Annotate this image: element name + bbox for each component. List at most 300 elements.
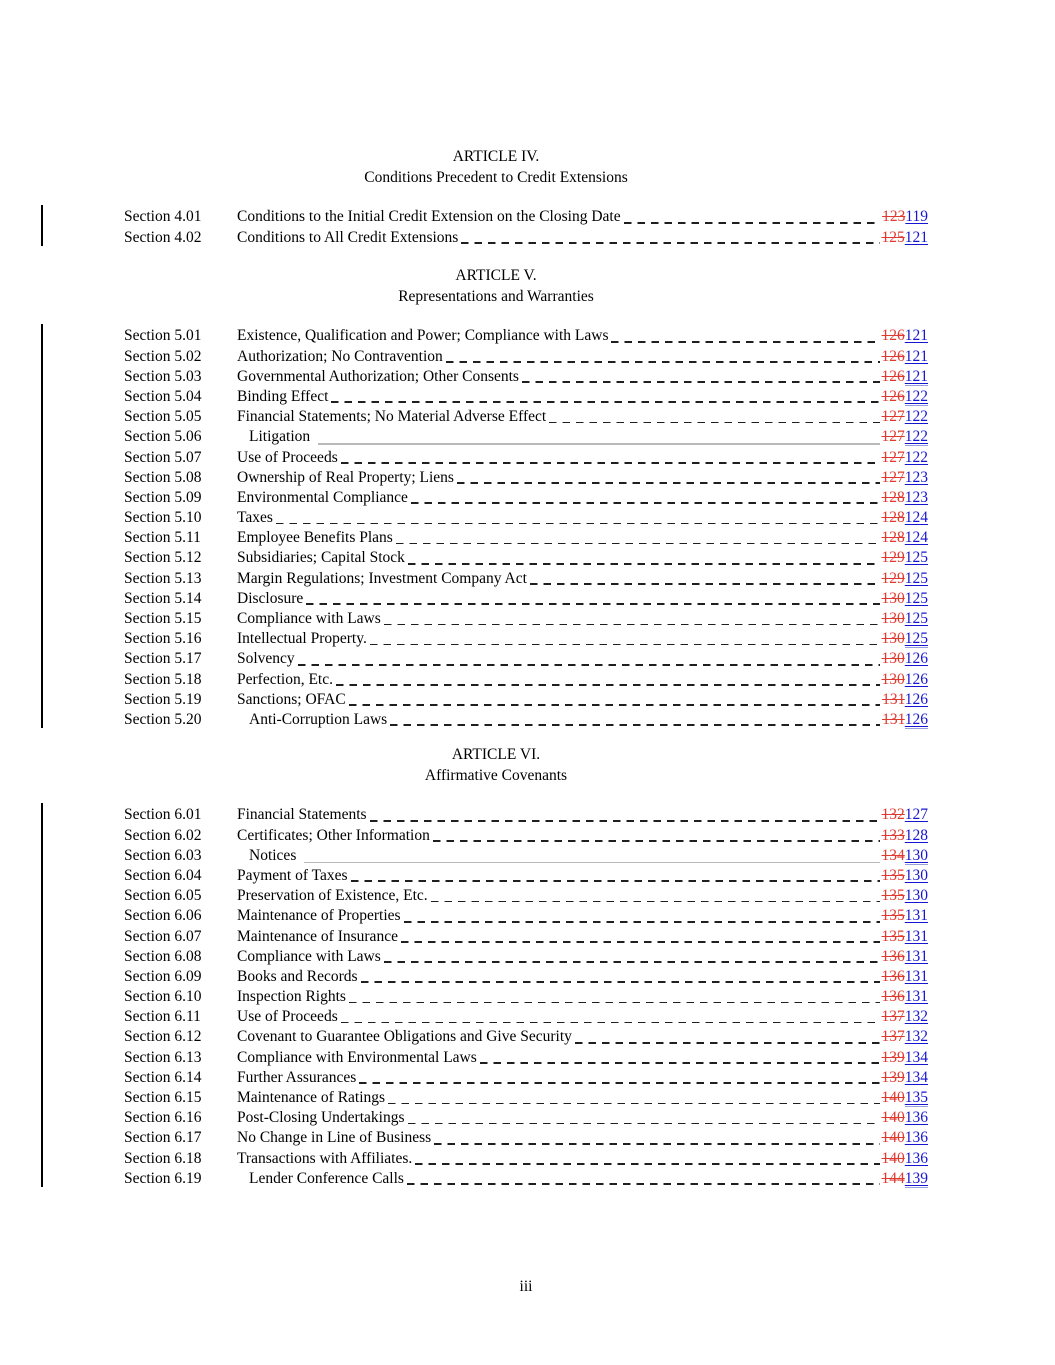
toc-entry[interactable] (124, 1169, 928, 1189)
section-title: Maintenance of Ratings (237, 1089, 386, 1107)
page-numbers (882, 1048, 929, 1068)
dot-leader (575, 1042, 880, 1044)
dot-leader (522, 381, 880, 383)
section-number: Section 6.19 (124, 1169, 202, 1187)
toc-entry[interactable] (124, 710, 928, 730)
toc-entry[interactable] (124, 1068, 928, 1088)
page-numbers (882, 1007, 929, 1027)
dot-leader (336, 684, 880, 686)
page-numbers (882, 228, 929, 248)
page-numbers (882, 690, 928, 710)
section-number: Section 6.12 (124, 1028, 202, 1046)
inserted-page-number: 126 (904, 670, 928, 688)
page-numbers (882, 589, 929, 609)
article-subheading: Affirmative Covenants (424, 766, 568, 784)
page-numbers (882, 710, 928, 730)
page-number-footer: iii (519, 1278, 533, 1295)
section-number: Section 4.02 (124, 228, 202, 246)
page-numbers (882, 866, 929, 886)
section-title: Sanctions; OFAC (237, 690, 346, 708)
deleted-page-number: 136 (881, 947, 905, 965)
toc-entry[interactable] (124, 886, 928, 906)
deleted-page-number: 130 (881, 630, 905, 648)
toc-entry[interactable] (124, 228, 928, 248)
article-heading: ARTICLE IV. (452, 148, 540, 165)
inserted-page-number: 130 (904, 866, 928, 884)
section-number: Section 6.02 (124, 826, 202, 844)
section-number: Section 6.15 (124, 1089, 202, 1107)
dot-leader (361, 981, 880, 983)
page-numbers (882, 629, 929, 649)
toc-entry[interactable] (124, 947, 928, 967)
dot-leader (408, 563, 880, 565)
deleted-page-number: 129 (881, 569, 905, 587)
article-heading-block (60, 745, 932, 786)
section-number: Section 5.08 (124, 468, 202, 486)
inserted-page-number: 119 (905, 208, 928, 226)
toc-entry[interactable] (124, 1007, 928, 1027)
toc-article (124, 147, 928, 248)
section-title: Environmental Compliance (237, 488, 408, 506)
section-title: Authorization; No Contravention (237, 347, 443, 365)
section-number: Section 5.03 (124, 367, 202, 385)
dot-leader (306, 603, 879, 605)
toc-entry-list (124, 207, 928, 247)
toc-entry[interactable] (124, 649, 928, 669)
section-title: Intellectual Property. (237, 630, 367, 648)
section-number: Section 6.01 (124, 806, 202, 824)
section-title: Taxes (237, 509, 273, 527)
section-number: Section 6.03 (124, 846, 202, 864)
section-title: Transactions with Affiliates. (237, 1149, 413, 1167)
toc-entry[interactable] (124, 488, 928, 508)
section-title: Post-Closing Undertakings (237, 1109, 405, 1127)
dot-leader (434, 1143, 879, 1145)
dot-leader (396, 543, 880, 545)
deleted-page-number: 137 (881, 1008, 905, 1026)
inserted-page-number: 136 (904, 1109, 928, 1127)
deleted-page-number: 140 (881, 1149, 905, 1167)
toc-entry[interactable] (124, 826, 928, 846)
page-numbers (882, 947, 929, 967)
section-number: Section 5.13 (124, 569, 202, 587)
section-title: Governmental Authorization; Other Consents (237, 367, 519, 385)
page-numbers (882, 987, 929, 1007)
deleted-page-number: 140 (881, 1109, 905, 1127)
change-bar (41, 803, 43, 1187)
section-number: Section 6.07 (124, 927, 202, 945)
inserted-page-number: 134 (904, 1048, 928, 1066)
section-number: Section 6.09 (124, 967, 202, 985)
section-number: Section 6.04 (124, 866, 202, 884)
article-heading: ARTICLE V. (455, 267, 537, 284)
section-title: Compliance with Laws (237, 947, 381, 965)
section-number: Section 5.17 (124, 650, 202, 668)
section-title: Litigation (249, 428, 311, 446)
deleted-page-number: 140 (881, 1089, 905, 1107)
deleted-page-number: 131 (882, 690, 905, 708)
page-numbers (882, 508, 929, 528)
inserted-page-number: 132 (904, 1028, 928, 1046)
toc-entry[interactable] (124, 866, 928, 886)
deleted-page-number: 135 (881, 907, 905, 925)
page-numbers (882, 649, 929, 669)
inserted-page-number: 123 (904, 488, 928, 506)
dot-leader (407, 1183, 880, 1185)
page-numbers (882, 347, 929, 367)
dot-leader (341, 1022, 880, 1024)
article-heading-block (60, 147, 932, 188)
page-numbers (882, 906, 929, 926)
deleted-page-number: 130 (881, 670, 905, 688)
deleted-page-number: 135 (881, 887, 905, 905)
section-title: Compliance with Environmental Laws (237, 1048, 477, 1066)
dot-leader (384, 624, 880, 626)
section-number: Section 5.04 (124, 387, 202, 405)
page-numbers (882, 448, 929, 468)
dot-leader (431, 901, 880, 903)
dot-leader (388, 1103, 879, 1105)
toc-article (124, 266, 928, 730)
toc-entry[interactable] (124, 387, 928, 407)
dot-leader (276, 523, 880, 525)
page-numbers (882, 387, 929, 407)
toc-entry[interactable] (124, 427, 928, 447)
toc-entry[interactable] (124, 468, 928, 488)
section-title: Anti-Corruption Laws (249, 710, 388, 728)
dot-leader (457, 482, 880, 484)
section-number: Section 5.15 (124, 610, 202, 628)
toc-entry[interactable] (124, 609, 928, 629)
section-number: Section 5.14 (124, 589, 202, 607)
deleted-page-number: 127 (881, 408, 905, 426)
section-title: Certificates; Other Information (237, 826, 430, 844)
section-number: Section 5.07 (124, 448, 202, 466)
dot-leader (349, 704, 880, 706)
section-title: Subsidiaries; Capital Stock (237, 549, 405, 567)
article-subheading: Conditions Precedent to Credit Extensions (364, 168, 628, 186)
deleted-page-number: 134 (881, 846, 905, 864)
deleted-page-number: 136 (881, 967, 905, 985)
section-title: Payment of Taxes (237, 866, 348, 884)
page-numbers (882, 367, 929, 387)
dot-leader (415, 1163, 879, 1165)
inserted-page-number: 122 (904, 428, 928, 446)
deleted-page-number: 139 (881, 1068, 905, 1086)
inserted-page-number: 128 (904, 826, 928, 844)
dot-leader (408, 1123, 880, 1125)
section-number: Section 5.16 (124, 630, 202, 648)
section-number: Section 6.18 (124, 1149, 202, 1167)
page-numbers (882, 1068, 929, 1088)
page-numbers (882, 967, 929, 987)
inserted-page-number: 125 (904, 610, 928, 628)
section-title: Use of Proceeds (237, 1008, 338, 1026)
toc-entry[interactable] (124, 670, 928, 690)
page-numbers (882, 670, 929, 690)
section-number: Section 5.09 (124, 488, 202, 506)
deleted-page-number: 126 (881, 327, 905, 345)
section-number: Section 5.11 (124, 529, 201, 547)
page-numbers (882, 805, 929, 825)
section-title: Inspection Rights (237, 988, 346, 1006)
toc-entry-list (124, 326, 928, 730)
toc-entry[interactable] (124, 548, 928, 568)
dot-leader (461, 242, 879, 244)
inserted-page-number: 126 (904, 710, 928, 728)
dot-leader (331, 401, 879, 403)
inserted-page-number: 121 (904, 228, 928, 246)
inserted-page-number: 122 (904, 448, 928, 466)
dot-leader (549, 422, 879, 424)
deleted-page-number: 135 (881, 927, 905, 945)
page-numbers (882, 427, 929, 447)
section-number: Section 6.17 (124, 1129, 202, 1147)
dot-leader (611, 341, 879, 343)
deleted-page-number: 126 (881, 347, 905, 365)
inserted-page-number: 136 (904, 1129, 928, 1147)
section-number: Section 5.06 (124, 428, 202, 446)
inserted-page-number: 125 (904, 589, 928, 607)
section-number: Section 5.12 (124, 549, 202, 567)
section-number: Section 5.20 (124, 710, 202, 728)
toc-entry[interactable] (124, 407, 928, 427)
deleted-page-number: 132 (881, 806, 905, 824)
toc-entry[interactable] (124, 1027, 928, 1047)
section-title: Maintenance of Insurance (237, 927, 398, 945)
dot-leader (298, 664, 880, 666)
inserted-page-number: 135 (904, 1089, 928, 1107)
page-numbers (882, 826, 929, 846)
toc-entry[interactable] (124, 1048, 928, 1068)
toc-entry[interactable] (124, 846, 928, 866)
deleted-page-number: 127 (881, 428, 905, 446)
page-numbers (882, 927, 929, 947)
dot-leader (624, 222, 880, 224)
section-number: Section 6.10 (124, 988, 202, 1006)
toc-entry[interactable] (124, 528, 928, 548)
inserted-page-number: 124 (904, 529, 928, 547)
inserted-page-number: 139 (904, 1169, 928, 1187)
inserted-page-number: 130 (904, 887, 928, 905)
article-subheading: Representations and Warranties (398, 287, 594, 305)
inserted-page-number: 126 (904, 650, 928, 668)
toc-entry[interactable] (124, 927, 928, 947)
section-title: Maintenance of Properties (237, 907, 401, 925)
section-number: Section 5.10 (124, 509, 202, 527)
dot-leader (304, 862, 879, 863)
inserted-page-number: 127 (904, 806, 928, 824)
section-number: Section 5.19 (124, 690, 202, 708)
change-bar (41, 205, 43, 245)
inserted-page-number: 126 (904, 690, 928, 708)
section-title: Preservation of Existence, Etc. (237, 887, 428, 905)
deleted-page-number: 139 (881, 1048, 905, 1066)
deleted-page-number: 131 (882, 710, 905, 728)
deleted-page-number: 130 (881, 610, 905, 628)
page-numbers (882, 886, 929, 906)
dot-leader (370, 820, 880, 822)
deleted-page-number: 140 (881, 1129, 905, 1147)
section-number: Section 6.08 (124, 947, 202, 965)
section-title: Financial Statements (237, 806, 367, 824)
page-numbers (882, 609, 929, 629)
deleted-page-number: 128 (881, 529, 905, 547)
deleted-page-number: 126 (881, 367, 905, 385)
deleted-page-number: 136 (881, 988, 905, 1006)
dot-leader (341, 462, 880, 464)
dot-leader (318, 443, 879, 444)
section-title: Employee Benefits Plans (237, 529, 393, 547)
dot-leader (370, 644, 880, 646)
dot-leader (351, 880, 880, 882)
page-numbers (882, 326, 929, 346)
article-heading: ARTICLE VI. (451, 746, 541, 763)
toc-entry[interactable] (124, 569, 928, 589)
page-numbers (882, 1088, 929, 1108)
toc-entry[interactable] (124, 508, 928, 528)
toc-entry-list (124, 805, 928, 1189)
section-title: Covenant to Guarantee Obligations and Give Security (237, 1028, 572, 1046)
section-number: Section 5.18 (124, 670, 202, 688)
deleted-page-number: 125 (881, 228, 905, 246)
deleted-page-number: 129 (881, 549, 905, 567)
toc-entry[interactable] (124, 326, 928, 346)
inserted-page-number: 121 (904, 327, 928, 345)
section-title: Conditions to All Credit Extensions (237, 228, 459, 246)
inserted-page-number: 124 (904, 509, 928, 527)
inserted-page-number: 121 (904, 367, 928, 385)
section-number: Section 5.05 (124, 408, 202, 426)
section-title: Disclosure (237, 589, 304, 607)
section-title: Margin Regulations; Investment Company Act (237, 569, 527, 587)
section-title: Conditions to the Initial Credit Extension on the Closing Date (237, 208, 621, 226)
section-number: Section 6.05 (124, 887, 202, 905)
deleted-page-number: 130 (881, 589, 905, 607)
deleted-page-number: 133 (881, 826, 905, 844)
change-bar (41, 324, 43, 728)
page-numbers (882, 1128, 929, 1148)
inserted-page-number: 122 (904, 387, 928, 405)
deleted-page-number: 127 (881, 448, 905, 466)
deleted-page-number: 128 (881, 509, 905, 527)
section-title: Perfection, Etc. (237, 670, 333, 688)
inserted-page-number: 125 (904, 569, 928, 587)
page-numbers (882, 1108, 929, 1128)
dot-leader (404, 921, 880, 923)
toc-entry[interactable] (124, 805, 928, 825)
deleted-page-number: 123 (882, 208, 906, 226)
dot-leader (433, 840, 880, 842)
toc-entry[interactable] (124, 1088, 928, 1108)
section-title: Financial Statements; No Material Adverse Effect (237, 408, 547, 426)
section-number: Section 5.01 (124, 327, 202, 345)
article-heading-block (60, 266, 932, 307)
section-number: Section 5.02 (124, 347, 202, 365)
page-numbers (882, 207, 928, 227)
section-number: Section 6.06 (124, 907, 202, 925)
section-title: No Change in Line of Business (237, 1129, 432, 1147)
section-number: Section 4.01 (124, 208, 202, 226)
page-numbers (882, 1149, 929, 1169)
section-title: Solvency (237, 650, 295, 668)
page-numbers (882, 488, 929, 508)
deleted-page-number: 144 (881, 1169, 905, 1187)
dot-leader (384, 961, 880, 963)
toc-article (124, 745, 928, 1189)
section-title: Notices (249, 846, 297, 864)
section-title: Use of Proceeds (237, 448, 338, 466)
section-title: Compliance with Laws (237, 610, 381, 628)
section-title: Lender Conference Calls (249, 1169, 404, 1187)
dot-leader (530, 583, 880, 585)
section-number: Section 6.13 (124, 1048, 202, 1066)
dot-leader (480, 1062, 880, 1064)
deleted-page-number: 130 (881, 650, 905, 668)
dot-leader (359, 1082, 879, 1084)
toc-entry[interactable] (124, 448, 928, 468)
deleted-page-number: 127 (881, 468, 905, 486)
toc-entry[interactable] (124, 987, 928, 1007)
inserted-page-number: 131 (904, 907, 928, 925)
section-number: Section 6.16 (124, 1109, 202, 1127)
inserted-page-number: 132 (904, 1008, 928, 1026)
inserted-page-number: 125 (904, 630, 928, 648)
dot-leader (411, 502, 880, 504)
section-title: Existence, Qualification and Power; Compliance with Laws (237, 327, 609, 345)
dot-leader (390, 724, 880, 726)
toc-entry[interactable] (124, 589, 928, 609)
toc-entry[interactable] (124, 1128, 928, 1148)
inserted-page-number: 136 (904, 1149, 928, 1167)
dot-leader (401, 941, 880, 943)
inserted-page-number: 121 (904, 347, 928, 365)
toc-entry[interactable] (124, 367, 928, 387)
toc-entry[interactable] (124, 347, 928, 367)
toc-entry[interactable] (124, 1149, 928, 1169)
inserted-page-number: 131 (904, 967, 928, 985)
deleted-page-number: 128 (881, 488, 905, 506)
inserted-page-number: 123 (904, 468, 928, 486)
page-numbers (882, 1169, 929, 1189)
inserted-page-number: 122 (904, 408, 928, 426)
inserted-page-number: 130 (904, 846, 928, 864)
inserted-page-number: 134 (904, 1068, 928, 1086)
deleted-page-number: 137 (881, 1028, 905, 1046)
section-title: Further Assurances (237, 1068, 357, 1086)
page-numbers (882, 407, 929, 427)
inserted-page-number: 125 (904, 549, 928, 567)
section-title: Books and Records (237, 967, 358, 985)
page-numbers (882, 548, 929, 568)
toc-entry[interactable] (124, 690, 928, 710)
dot-leader (446, 361, 880, 363)
page-numbers (882, 1027, 929, 1047)
section-title: Binding Effect (237, 387, 329, 405)
toc-entry[interactable] (124, 906, 928, 926)
toc-entry[interactable] (124, 967, 928, 987)
toc-entry[interactable] (124, 207, 928, 227)
inserted-page-number: 131 (904, 927, 928, 945)
page-numbers (882, 528, 929, 548)
page-numbers (882, 468, 929, 488)
section-number: Section 6.11 (124, 1008, 201, 1026)
deleted-page-number: 135 (881, 866, 905, 884)
toc-entry[interactable] (124, 629, 928, 649)
toc-entry[interactable] (124, 1108, 928, 1128)
inserted-page-number: 131 (904, 988, 928, 1006)
section-number: Section 6.14 (124, 1068, 202, 1086)
